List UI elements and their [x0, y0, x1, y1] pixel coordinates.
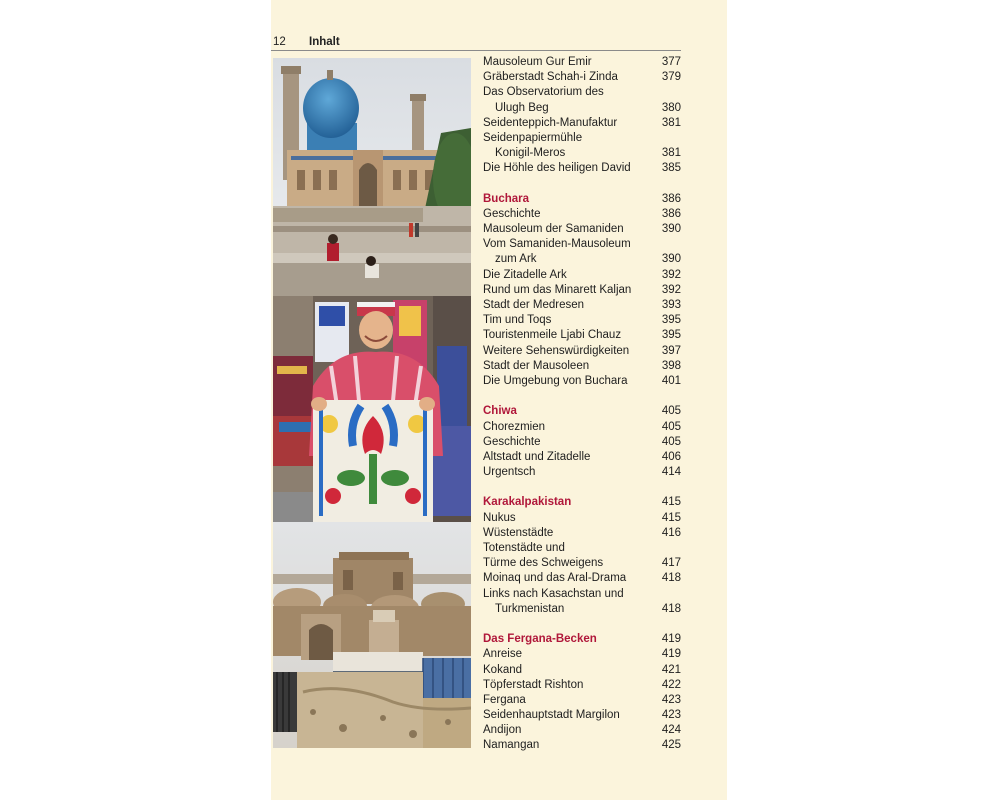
toc-chapter-title: Chiwa: [483, 405, 517, 418]
toc-entry-title: Seidenpapiermühle: [483, 131, 583, 144]
toc-page-number: 405: [661, 405, 681, 418]
toc-entry-title: Links nach Kasachstan und: [483, 587, 624, 600]
toc-entry-title: Konigil-Meros: [495, 147, 566, 160]
toc-entry-title: Mausoleum Gur Emir: [483, 56, 592, 68]
toc-entry-title: Weitere Sehenswürdigkeiten: [483, 344, 630, 357]
toc-page-number: 379: [661, 71, 681, 84]
toc-entry-title: Das Observatorium des: [483, 86, 604, 99]
toc-entry: [483, 602, 683, 617]
toc-entry-title: Rund um das Minarett Kaljan: [483, 283, 632, 296]
page-header: [271, 36, 681, 51]
toc-entry: [483, 313, 683, 328]
toc-page-number: 377: [661, 56, 681, 68]
toc-page-number: 415: [661, 511, 681, 524]
toc-entry-title: Vom Samaniden-Mausoleum: [483, 238, 631, 251]
toc-entry: [483, 541, 683, 556]
toc-entry-title: Die Umgebung von Buchara: [483, 374, 628, 387]
toc-spacer: [483, 389, 683, 404]
toc-entry: [483, 511, 683, 526]
toc-page-number: 392: [661, 283, 681, 296]
toc-entry-title: Nukus: [483, 511, 516, 524]
toc-entry: [483, 465, 683, 480]
toc-entry-title: zum Ark: [495, 253, 537, 266]
toc-entry-title: Geschichte: [483, 207, 541, 220]
toc-page-number: 386: [661, 207, 681, 220]
toc-page-number: 424: [661, 724, 681, 737]
toc-page-number: 405: [661, 435, 681, 448]
toc-entry: [483, 252, 683, 267]
toc-entry-title: Ulugh Beg: [495, 101, 549, 114]
toc-page-number: 414: [661, 466, 681, 479]
toc-entry: [483, 283, 683, 298]
desert-necropolis-photo: [273, 522, 471, 748]
toc-page-number: 397: [661, 344, 681, 357]
toc-chapter-title: Buchara: [483, 192, 530, 205]
book-page: [271, 0, 727, 800]
toc-entry-title: Kokand: [483, 663, 523, 676]
toc-entry-title: Altstadt und Zitadelle: [483, 450, 591, 463]
toc-entry-title: Moinaq und das Aral-Drama: [483, 572, 627, 585]
toc-entry-title: Türme des Schweigens: [483, 557, 604, 570]
toc-spacer: [483, 177, 683, 192]
toc-entry-title: Andijon: [483, 724, 522, 737]
toc-page-number: 385: [661, 162, 681, 175]
toc-page-number: 425: [661, 739, 681, 752]
toc-entry-title: Die Zitadelle Ark: [483, 268, 567, 281]
toc-page-number: 418: [661, 572, 681, 585]
toc-entry-title: Seidenhauptstadt Margilon: [483, 709, 620, 722]
toc-entry-title: Mausoleum der Samaniden: [483, 223, 624, 236]
toc-entry: [483, 146, 683, 161]
toc-entry: [483, 55, 683, 70]
toc-page-number: 381: [661, 116, 681, 129]
toc-entry: [483, 268, 683, 283]
toc-entry-title: Namangan: [483, 739, 540, 752]
toc-entry: [483, 161, 683, 176]
toc-page-number: 406: [661, 450, 681, 463]
toc-page-number: 380: [661, 101, 681, 114]
toc-entry: [483, 298, 683, 313]
toc-entry-title: Die Höhle des heiligen David: [483, 162, 631, 175]
toc-entry: [483, 435, 683, 450]
toc-page-number: 416: [661, 526, 681, 539]
toc-entry: [483, 556, 683, 571]
toc-entry-title: Turkmenistan: [495, 602, 565, 615]
toc-page-number: 381: [661, 147, 681, 160]
toc-entry-title: Gräberstadt Schah-i Zinda: [483, 71, 618, 84]
toc-page-number: 390: [661, 223, 681, 236]
page-number: 12: [273, 36, 286, 48]
toc-spacer: [483, 617, 683, 632]
toc-page-number: 405: [661, 420, 681, 433]
toc-chapter-heading: [483, 404, 683, 419]
toc-entry: [483, 131, 683, 146]
toc-entry-title: Stadt der Medresen: [483, 299, 585, 311]
toc-entry-title: Anreise: [483, 648, 522, 661]
table-of-contents: [483, 55, 683, 754]
toc-chapter-heading: [483, 632, 683, 647]
toc-entry: [483, 708, 683, 723]
toc-entry: [483, 237, 683, 252]
section-title: Inhalt: [309, 36, 340, 48]
toc-page-number: 386: [661, 192, 681, 205]
toc-page-number: 401: [661, 374, 681, 387]
toc-entry-title: Töpferstadt Rishton: [483, 678, 584, 691]
toc-entry: [483, 101, 683, 116]
toc-page-number: 423: [661, 709, 681, 722]
toc-page-number: 423: [661, 693, 681, 706]
toc-entry: [483, 526, 683, 541]
toc-entry: [483, 70, 683, 85]
toc-entry-title: Touristenmeile Ljabi Chauz: [483, 329, 622, 342]
toc-page-number: 393: [661, 299, 681, 311]
toc-page-number: 398: [661, 359, 681, 372]
toc-entry: [483, 663, 683, 678]
toc-entry: [483, 207, 683, 222]
toc-entry-title: Tim und Toqs: [483, 314, 552, 327]
toc-entry: [483, 359, 683, 374]
toc-chapter-title: Das Fergana-Becken: [483, 633, 597, 646]
toc-entry: [483, 678, 683, 693]
toc-chapter-title: Karakalpakistan: [483, 496, 572, 509]
toc-page-number: 419: [661, 633, 681, 646]
toc-page-number: 390: [661, 253, 681, 266]
toc-entry-title: Chorezmien: [483, 420, 545, 433]
toc-page-number: 417: [661, 557, 681, 570]
toc-entry-title: Seidenteppich-Manufaktur: [483, 116, 618, 129]
toc-entry: [483, 571, 683, 586]
toc-entry: [483, 328, 683, 343]
toc-entry-title: Stadt der Mausoleen: [483, 359, 590, 372]
toc-entry: [483, 85, 683, 100]
toc-page-number: 392: [661, 268, 681, 281]
toc-spacer: [483, 480, 683, 495]
toc-entry-title: Geschichte: [483, 435, 541, 448]
toc-chapter-heading: [483, 495, 683, 510]
toc-page-number: 395: [661, 314, 681, 327]
toc-entry: [483, 344, 683, 359]
toc-page-number: 415: [661, 496, 681, 509]
toc-entry: [483, 647, 683, 662]
toc-entry: [483, 738, 683, 753]
toc-entry: [483, 222, 683, 237]
toc-entry: [483, 587, 683, 602]
toc-chapter-heading: [483, 192, 683, 207]
toc-page-number: 422: [661, 678, 681, 691]
toc-entry-title: Wüstenstädte: [483, 526, 554, 539]
toc-entry-title: Fergana: [483, 693, 526, 706]
toc-entry: [483, 450, 683, 465]
toc-entry-title: Totenstädte und: [483, 542, 565, 554]
toc-entry: [483, 723, 683, 738]
toc-page-number: 395: [661, 329, 681, 342]
toc-page-number: 421: [661, 663, 681, 676]
toc-entry: [483, 420, 683, 435]
toc-entry: [483, 374, 683, 389]
gur-emir-mausoleum-photo: [273, 58, 471, 296]
textile-vendor-photo: [273, 296, 471, 522]
toc-entry: [483, 116, 683, 131]
toc-entry-title: Urgentsch: [483, 466, 536, 479]
toc-entry: [483, 693, 683, 708]
toc-page-number: 418: [661, 602, 681, 615]
photo-column: [273, 58, 471, 748]
toc-page-number: 419: [661, 648, 681, 661]
